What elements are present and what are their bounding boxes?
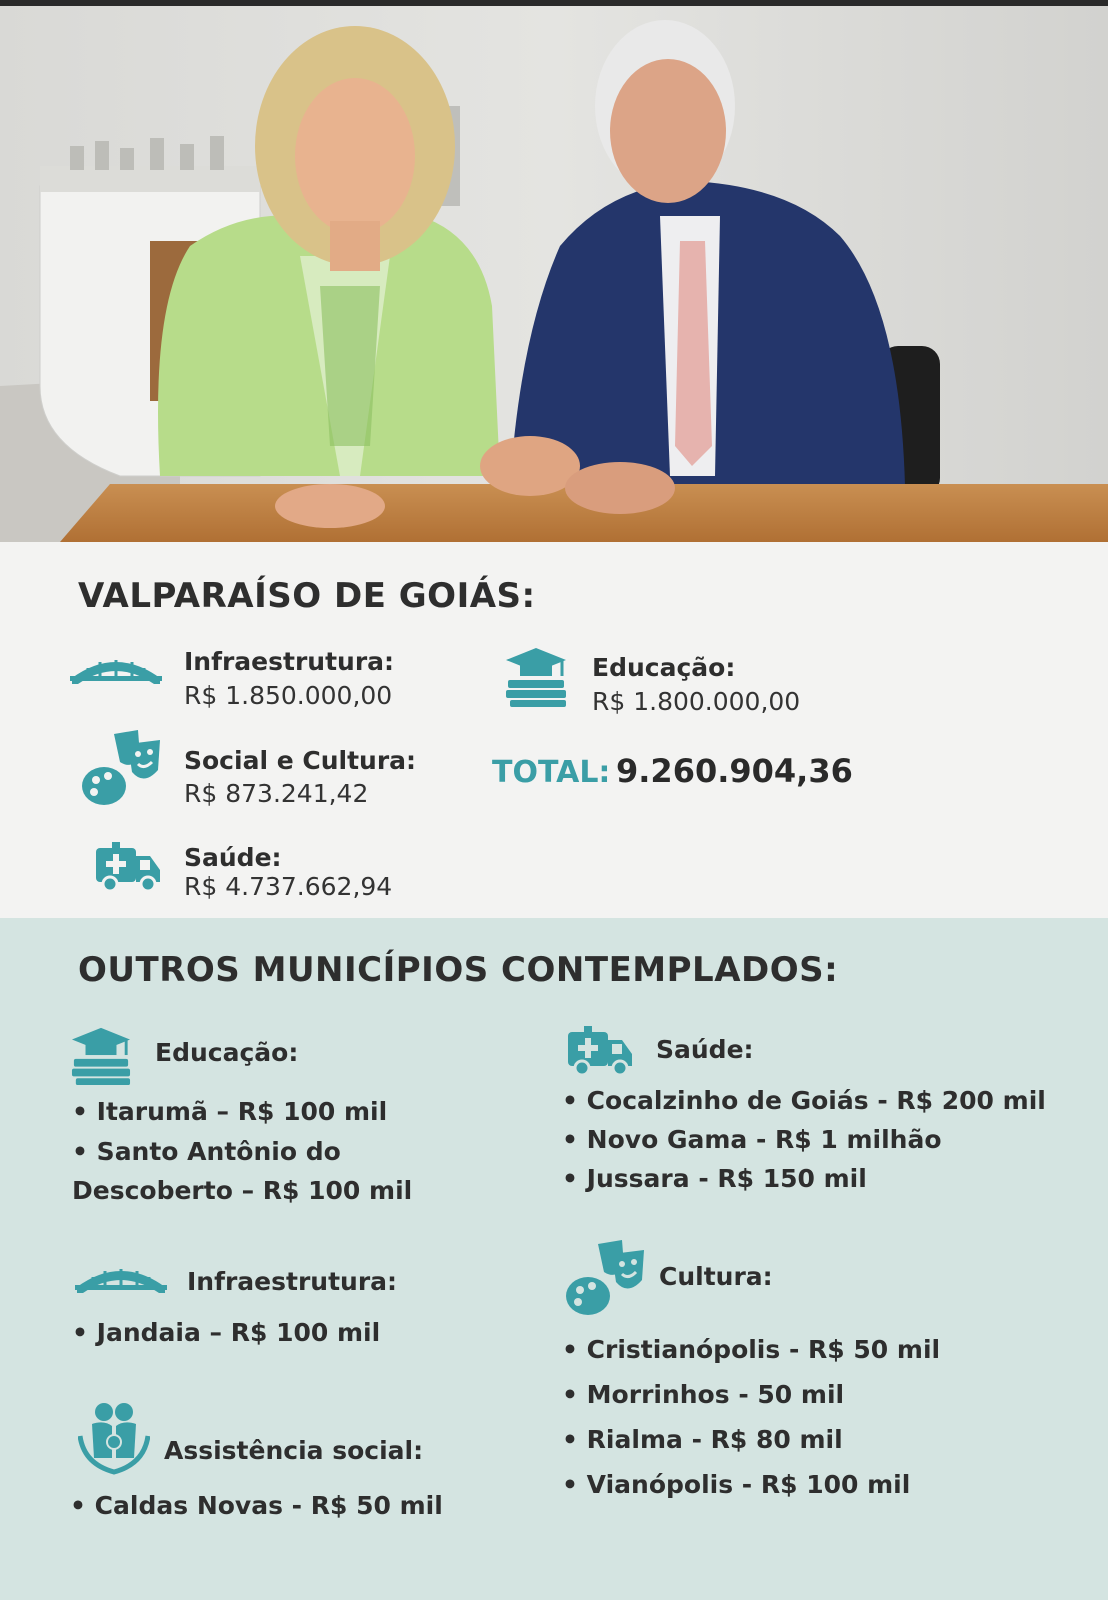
bridge-icon [70,1261,172,1301]
theater-masks-palette-icon [82,730,162,806]
list-item: • Cristianópolis - R$ 50 mil [562,1335,941,1364]
list-item: • Novo Gama - R$ 1 milhão [562,1125,942,1154]
list-item: • Itarumã – R$ 100 mil [72,1097,388,1126]
valparaiso-educacao-value: R$ 1.800.000,00 [592,687,801,716]
books-graduation-cap-icon [504,646,568,708]
outros-saude-label: Saúde: [656,1035,754,1064]
outros-assistencia-label: Assistência social: [164,1436,424,1465]
valparaiso-saude-label: Saúde: [184,843,282,872]
list-item: • Jussara - R$ 150 mil [562,1164,867,1193]
valparaiso-infra-value: R$ 1.850.000,00 [184,681,393,710]
total-value: 9.260.904,36 [616,752,853,790]
outros-cultura-label: Cultura: [659,1262,773,1291]
family-icon [78,1402,150,1476]
ambulance-icon [96,840,162,892]
valparaiso-saude-value: R$ 4.737.662,94 [184,872,393,901]
outros-infra-label: Infraestrutura: [187,1267,398,1296]
total-label: TOTAL: [492,755,611,790]
list-item: • Rialma - R$ 80 mil [562,1425,843,1454]
list-item: • Morrinhos - 50 mil [562,1380,845,1409]
outros-educacao-label: Educação: [155,1038,299,1067]
valparaiso-social-label: Social e Cultura: [184,746,417,775]
ambulance-icon [568,1024,634,1076]
list-item: • Caldas Novas - R$ 50 mil [70,1491,443,1520]
list-item: • Vianópolis - R$ 100 mil [562,1470,911,1499]
list-item: • Cocalzinho de Goiás - R$ 200 mil [562,1086,1046,1115]
valparaiso-infra-label: Infraestrutura: [184,647,395,676]
books-graduation-cap-icon [70,1026,132,1086]
valparaiso-educacao-label: Educação: [592,653,736,682]
hero-photo [0,6,1108,542]
list-item: • Jandaia – R$ 100 mil [72,1318,381,1347]
valparaiso-social-value: R$ 873.241,42 [184,779,369,808]
list-item: • Santo Antônio do Descoberto – R$ 100 mil [72,1137,413,1205]
valparaiso-title: VALPARAÍSO DE GOIÁS: [78,576,536,616]
theater-masks-palette-icon [566,1240,646,1316]
outros-title: OUTROS MUNICÍPIOS CONTEMPLADOS: [78,950,839,990]
bridge-icon [70,652,162,692]
